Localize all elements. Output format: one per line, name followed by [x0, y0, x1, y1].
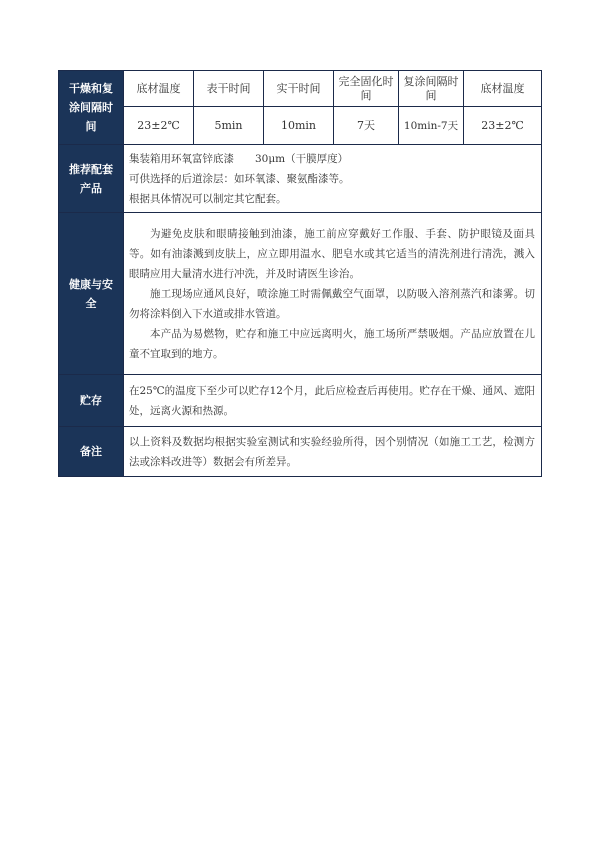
- storage-row: [59, 375, 542, 427]
- remarks-label: 备注: [80, 445, 102, 458]
- safety-paragraph: 本产品为易燃物，贮存和施工中应远离明火，施工场所严禁吸烟。产品应放置在儿童不宜取到的地方。: [129, 327, 535, 360]
- remarks-text: 以上资料及数据均根据实验室测试和实验经验所得，因个别情况（如施工工艺，检测方法或涂料改进等）数据会有所差异。: [129, 435, 535, 468]
- storage-content: [124, 375, 542, 427]
- drying-value-cell: 23±2℃: [124, 107, 194, 145]
- drying-value-cell: 23±2℃: [464, 107, 542, 145]
- drying-header-cell: 底材温度: [124, 71, 194, 107]
- safety-row: [59, 213, 542, 375]
- safety-paragraph: 施工现场应通风良好，喷涂施工时需佩戴空气面罩，以防吸入溶剂蒸汽和漆雾。切勿将涂料倒入下水道或排水管道。: [129, 287, 535, 320]
- storage-label: 贮存: [80, 394, 102, 407]
- spec-table: [58, 70, 542, 477]
- drying-label: 干燥和复涂间隔时间: [69, 82, 113, 133]
- remarks-content: [124, 427, 542, 477]
- drying-header-cell: 完全固化时间: [334, 71, 399, 107]
- recommended-row: [59, 145, 542, 213]
- safety-paragraph: 为避免皮肤和眼睛接触到油漆，施工前应穿戴好工作服、手套、防护眼镜及面具等。如有油漆溅到皮肤上，应立即用温水、肥皂水或其它适当的清洗剂进行清洗，溅入眼睛应用大量清水进行冲洗，并及时请医生诊治。: [129, 227, 535, 280]
- safety-label-cell: [59, 213, 124, 375]
- recommended-line: 集装箱用环氧富锌底漆 30μm（干膜厚度）: [129, 152, 349, 165]
- safety-content: [124, 213, 542, 375]
- drying-header-cell: 实干时间: [264, 71, 334, 107]
- safety-label: 健康与安全: [69, 277, 113, 310]
- recommended-label-cell: [59, 145, 124, 213]
- recommended-line: 可供选择的后道涂层：如环氧漆、聚氨酯漆等。: [129, 172, 350, 185]
- recommended-line: 根据具体情况可以制定其它配套。: [129, 192, 287, 205]
- drying-header-cell: 底材温度: [464, 71, 542, 107]
- drying-header-cell: 复涂间隔时间: [399, 71, 464, 107]
- drying-label-cell: [59, 71, 124, 145]
- remarks-label-cell: [59, 427, 124, 477]
- recommended-content: [124, 145, 542, 213]
- drying-value-cell: 7天: [334, 107, 399, 145]
- drying-value-row: [59, 107, 542, 145]
- drying-value-cell: 10min-7天: [399, 107, 464, 145]
- drying-value-cell: 10min: [264, 107, 334, 145]
- storage-label-cell: [59, 375, 124, 427]
- storage-text: 在25℃的温度下至少可以贮存12个月，此后应检查后再使用。贮存在干燥、通风、遮阳处，远离火源和热源。: [129, 384, 535, 417]
- drying-value-cell: 5min: [194, 107, 264, 145]
- drying-header-cell: 表干时间: [194, 71, 264, 107]
- recommended-label: 推荐配套产品: [69, 162, 113, 195]
- remarks-row: [59, 427, 542, 477]
- drying-header-row: [59, 71, 542, 107]
